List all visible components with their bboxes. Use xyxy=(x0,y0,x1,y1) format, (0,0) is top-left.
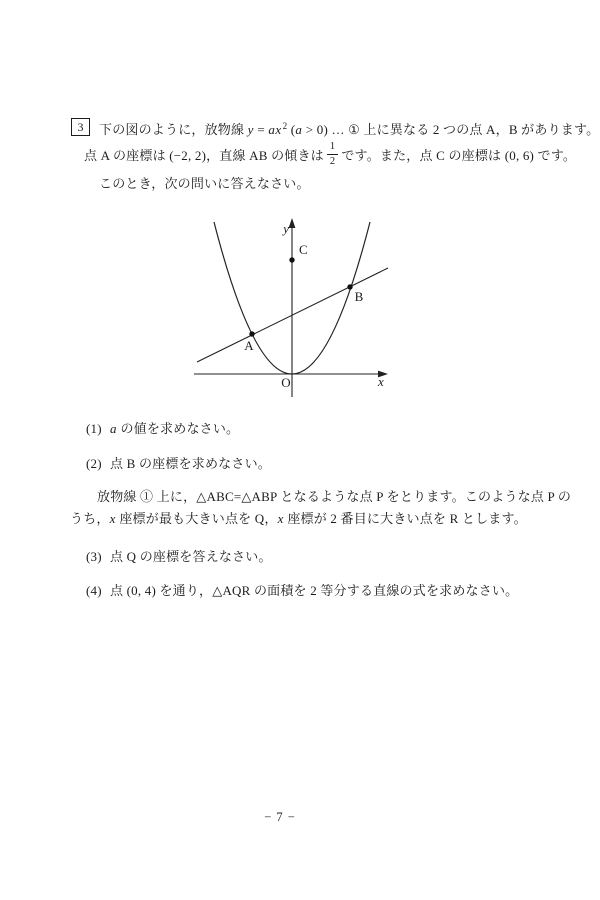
question-1 xyxy=(86,418,239,437)
point-c-dot xyxy=(289,257,294,262)
question-4 xyxy=(86,580,518,599)
intro-line-3: このとき，次の問いに答えなさい。 xyxy=(99,176,310,191)
point-b-label: B xyxy=(354,289,364,304)
intro-line-1: 下の図のように，放物線 $y = ax^2$ (a > 0) … ① 上に異なる 2 つの点 A，B があります。 xyxy=(99,121,600,137)
page-number: − 7 − xyxy=(264,810,296,824)
note-line-1: 放物線 ① 上に，△ABC=△ABP となるような点 P をとります。このような点 P の xyxy=(97,489,572,504)
question-2-text: 点 B の座標を求めなさい。 xyxy=(110,456,271,471)
problem-number-box xyxy=(71,118,90,136)
y-axis-arrow-icon xyxy=(289,218,296,228)
question-1-text: a の値を求めなさい。 xyxy=(110,421,240,436)
problem-number: 3 xyxy=(77,119,84,134)
figure-graph xyxy=(185,208,400,404)
note-line-2: うち，x 座標が最も大きい点を Q，x 座標が 2 番目に大きい点を R とします。 xyxy=(70,511,527,526)
point-c-label: C xyxy=(299,242,308,257)
question-2 xyxy=(86,453,271,472)
point-a-dot xyxy=(249,331,254,336)
question-3 xyxy=(86,546,272,565)
point-b-dot xyxy=(347,284,352,289)
question-1-number: (1) xyxy=(86,421,102,436)
question-4-text: 点 (0, 4) を通り，△AQR の面積を 2 等分する直線の式を求めなさい。 xyxy=(110,583,519,598)
question-3-number: (3) xyxy=(86,549,102,564)
question-2-number: (2) xyxy=(86,456,102,471)
intro-line-2: 点 A の座標は (−2, 2)，直線 AB の傾きは $\frac{1}{2}$ です。また，点 C の座標は (0, 6) です。 xyxy=(84,140,577,167)
point-a-label: A xyxy=(244,338,254,353)
question-3-text: 点 Q の座標を答えなさい。 xyxy=(110,549,272,564)
y-axis-label: y xyxy=(283,221,289,236)
x-axis-label: x xyxy=(378,374,384,389)
origin-label: O xyxy=(281,375,291,390)
question-4-number: (4) xyxy=(86,583,102,598)
